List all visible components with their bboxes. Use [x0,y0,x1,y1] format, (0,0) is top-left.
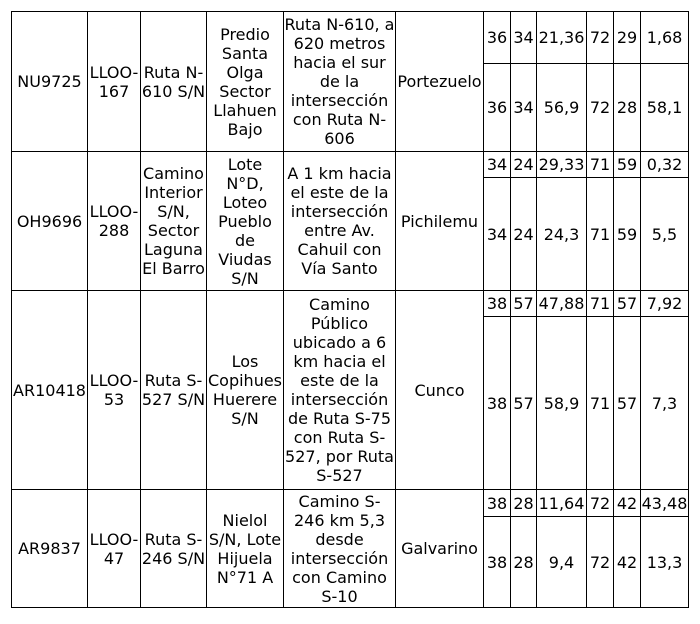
value-cell: 34 [511,64,537,152]
value-cell: 71 [587,317,614,490]
site-code: AR10418 [12,291,88,490]
value-cell: 7,3 [641,317,689,490]
value-cell: 72 [587,64,614,152]
value-cell: 34 [511,12,537,64]
site-code: AR9837 [12,490,88,608]
value-cell: 57 [511,291,537,317]
value-cell: 0,32 [641,152,689,178]
value-cell: 72 [587,490,614,517]
value-cell: 28 [511,517,537,608]
value-cell: 11,64 [537,490,587,517]
value-cell: 38 [484,291,511,317]
value-cell: 24,3 [537,178,587,291]
value-cell: 29 [614,12,641,64]
site-commune: Cunco [396,291,484,490]
value-cell: 42 [614,517,641,608]
value-cell: 36 [484,64,511,152]
value-cell: 43,48 [641,490,689,517]
value-cell: 5,5 [641,178,689,291]
site-address: Ruta N-610 S/N [141,12,207,152]
site-id: LLOO-47 [88,490,141,608]
value-cell: 59 [614,152,641,178]
value-cell: 56,9 [537,64,587,152]
antenna-sites-table [11,11,689,608]
value-cell: 71 [587,178,614,291]
site-location: Ruta N-610, a 620 metros hacia el sur de la intersección con Ruta N-606 [284,12,396,152]
value-cell: 71 [587,291,614,317]
value-cell: 13,3 [641,517,689,608]
site-place: Los Copihues Huerere S/N [207,291,284,490]
value-cell: 38 [484,317,511,490]
value-cell: 34 [484,152,511,178]
value-cell: 38 [484,490,511,517]
table-row [12,152,689,178]
site-address: Camino Interior S/N, Sector Laguna El Barro [141,152,207,291]
value-cell: 42 [614,490,641,517]
value-cell: 57 [614,291,641,317]
site-commune: Pichilemu [396,152,484,291]
value-cell: 58,1 [641,64,689,152]
site-place: Predio Santa Olga Sector Llahuen Bajo [207,12,284,152]
value-cell: 71 [587,152,614,178]
site-code: OH9696 [12,152,88,291]
table-row [12,291,689,317]
site-place: Nielol S/N, Lote Hijuela N°71 A [207,490,284,608]
table-row [12,490,689,517]
value-cell: 1,68 [641,12,689,64]
value-cell: 47,88 [537,291,587,317]
site-code: NU9725 [12,12,88,152]
value-cell: 28 [614,64,641,152]
site-id: LLOO-167 [88,12,141,152]
value-cell: 29,33 [537,152,587,178]
value-cell: 28 [511,490,537,517]
value-cell: 57 [614,317,641,490]
site-location: Camino S-246 km 5,3 desde intersección con Camino S-10 [284,490,396,608]
value-cell: 24 [511,152,537,178]
value-cell: 72 [587,12,614,64]
value-cell: 7,92 [641,291,689,317]
value-cell: 59 [614,178,641,291]
site-address: Ruta S-246 S/N [141,490,207,608]
site-commune: Portezuelo [396,12,484,152]
site-place: Lote N°D, Loteo Pueblo de Viudas S/N [207,152,284,291]
value-cell: 57 [511,317,537,490]
site-location: A 1 km hacia el este de la intersección entre Av. Cahuil con Vía Santo [284,152,396,291]
value-cell: 24 [511,178,537,291]
site-id: LLOO-288 [88,152,141,291]
value-cell: 38 [484,517,511,608]
value-cell: 34 [484,178,511,291]
site-address: Ruta S-527 S/N [141,291,207,490]
value-cell: 58,9 [537,317,587,490]
value-cell: 36 [484,12,511,64]
site-id: LLOO-53 [88,291,141,490]
value-cell: 21,36 [537,12,587,64]
site-location: Camino Público ubicado a 6 km hacia el este de la intersección de Ruta S-75 con Ruta S-527, por Ruta S-527 [284,291,396,490]
site-commune: Galvarino [396,490,484,608]
value-cell: 72 [587,517,614,608]
value-cell: 9,4 [537,517,587,608]
table-row [12,12,689,64]
